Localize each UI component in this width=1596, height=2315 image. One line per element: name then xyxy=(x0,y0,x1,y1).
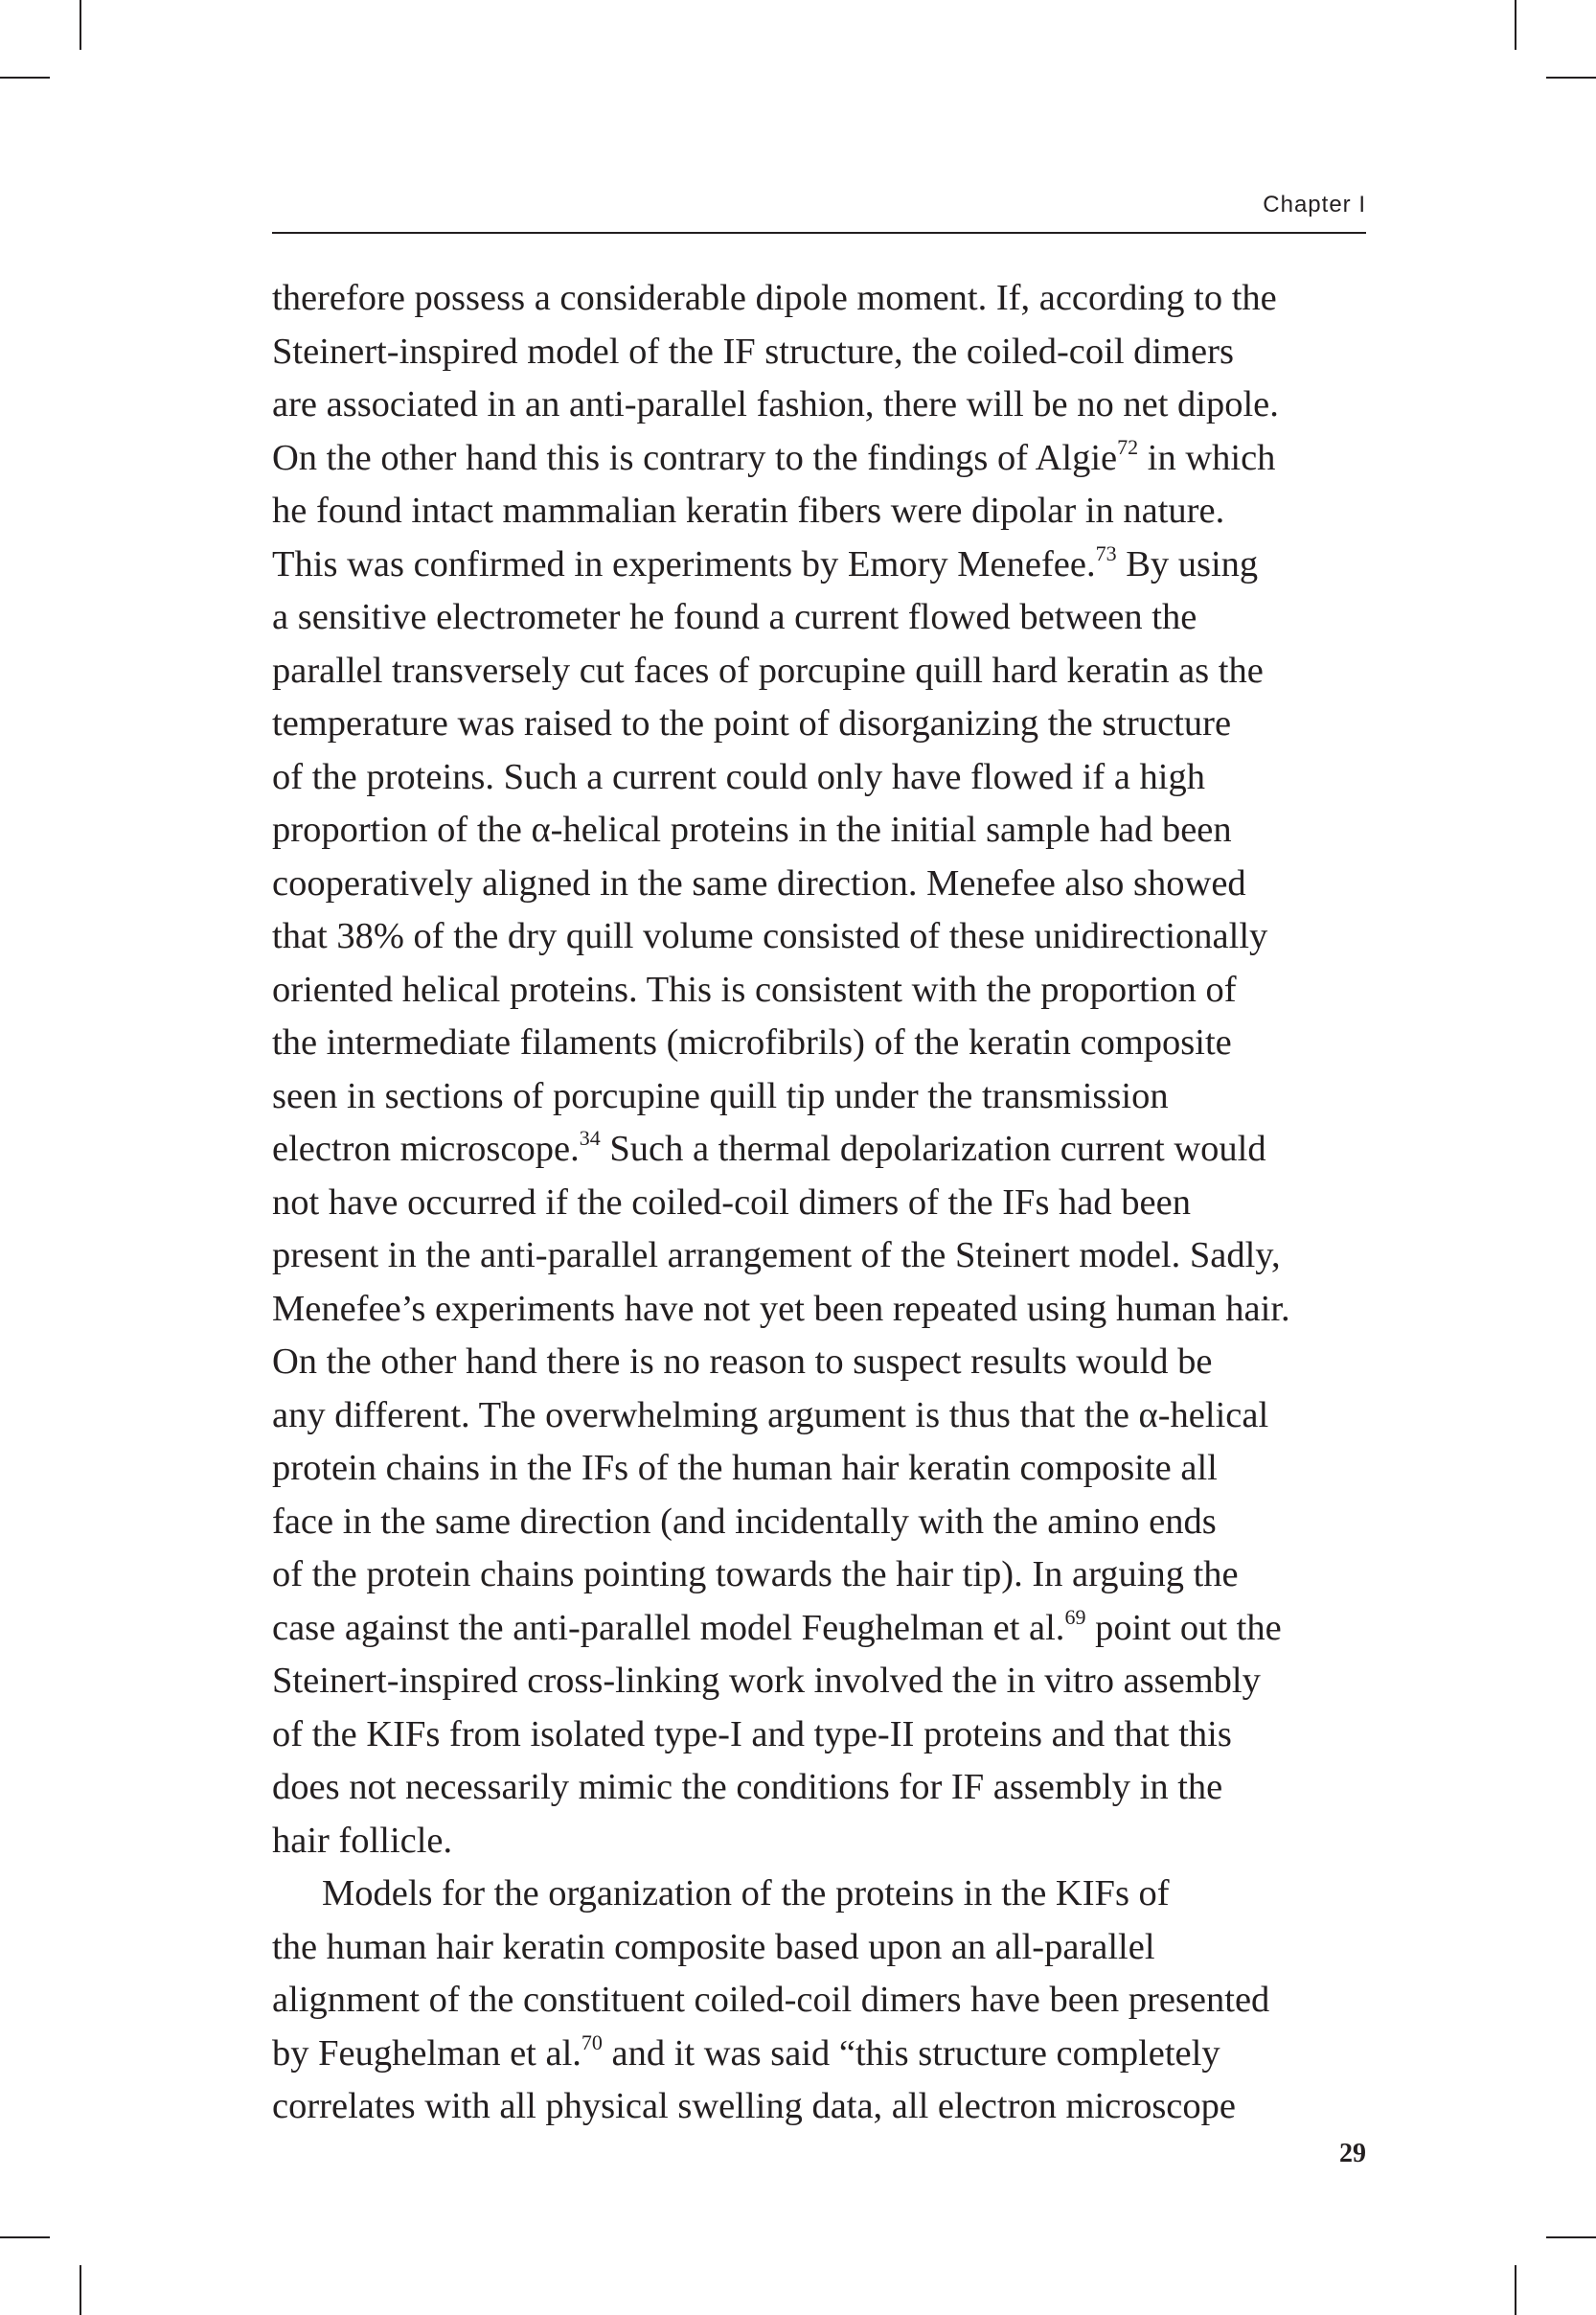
text-line xyxy=(272,591,1374,645)
line-text: seen in sections of porcupine quill tip under the transmission xyxy=(272,1075,1169,1116)
line-text: Models for the organization of the proteins in the KIFs of xyxy=(322,1873,1170,1914)
line-text: of the proteins. Such a current could only have flowed if a high xyxy=(272,756,1205,797)
line-text: parallel transversely cut faces of porcupine quill hard keratin as the xyxy=(272,650,1264,691)
reference-superscript: 72 xyxy=(1117,434,1139,459)
crop-mark-top-right xyxy=(1515,0,1516,50)
line-text: electron microscope. xyxy=(272,1129,580,1169)
text-line xyxy=(272,1336,1374,1389)
line-text: the human hair keratin composite based upon an all-parallel xyxy=(272,1926,1155,1967)
text-line xyxy=(272,326,1374,379)
crop-mark-top-left-horizontal xyxy=(0,77,50,79)
text-line xyxy=(272,1389,1374,1443)
text-line xyxy=(272,1017,1374,1070)
text-line xyxy=(272,1602,1374,1656)
line-text: not have occurred if the coiled-coil dimers of the IFs had been xyxy=(272,1181,1191,1223)
line-text: cooperatively aligned in the same direction. Menefee also showed xyxy=(272,862,1246,904)
line-text: he found intact mammalian keratin fibers were dipolar in nature. xyxy=(272,491,1225,531)
text-line xyxy=(272,1177,1374,1230)
text-line xyxy=(272,2080,1374,2134)
line-text-continued: By using xyxy=(1116,543,1259,584)
line-text: Steinert-inspired cross-linking work involved the in vitro assembly xyxy=(272,1661,1261,1701)
crop-mark-bottom-left xyxy=(80,2265,81,2315)
line-text: On the other hand this is contrary to the findings of Algie xyxy=(272,437,1118,478)
line-text: the intermediate filaments (microfibrils) of the keratin composite xyxy=(272,1022,1232,1063)
reference-superscript: 34 xyxy=(579,1126,601,1151)
line-text: does not necessarily mimic the conditions for IF assembly in the xyxy=(272,1767,1223,1807)
text-line xyxy=(272,804,1374,858)
text-line xyxy=(272,1496,1374,1549)
line-text-continued: Such a thermal depolarization current would xyxy=(600,1129,1266,1169)
line-text: This was confirmed in experiments by Emory Menefee. xyxy=(272,543,1096,584)
line-text: of the protein chains pointing towards the hair tip). In arguing the xyxy=(272,1554,1239,1594)
line-text: correlates with all physical swelling data, all electron microscope xyxy=(272,2086,1236,2126)
text-line xyxy=(272,1974,1374,2028)
line-text-continued: and it was said “this structure completely xyxy=(602,2032,1220,2074)
text-line xyxy=(272,1655,1374,1708)
chapter-label: Chapter I xyxy=(1263,192,1366,218)
crop-mark-bottom-left-horizontal xyxy=(0,2236,50,2238)
text-line xyxy=(272,2028,1374,2081)
text-line xyxy=(272,1123,1374,1177)
line-text-continued: point out the xyxy=(1085,1607,1282,1648)
page-number: 29 xyxy=(1339,2139,1366,2168)
line-text: Menefee’s experiments have not yet been repeated using human hair. xyxy=(272,1288,1290,1329)
text-line xyxy=(272,910,1374,964)
text-line xyxy=(272,1761,1374,1815)
text-line xyxy=(272,698,1374,751)
text-line xyxy=(272,751,1374,805)
line-text: that 38% of the dry quill volume consisted of these unidirectionally xyxy=(272,916,1268,956)
line-text: Steinert-inspired model of the IF structure, the coiled-coil dimers xyxy=(272,331,1234,372)
text-line xyxy=(272,1921,1374,1975)
crop-mark-bottom-right xyxy=(1515,2265,1516,2315)
line-text: face in the same direction (and incidentally with the amino ends xyxy=(272,1501,1217,1542)
text-line xyxy=(272,858,1374,911)
text-line xyxy=(272,1815,1374,1868)
line-text: case against the anti-parallel model Feughelman et al. xyxy=(272,1607,1065,1648)
line-text: by Feughelman et al. xyxy=(272,2032,581,2074)
line-text: protein chains in the IFs of the human hair keratin composite all xyxy=(272,1448,1218,1488)
text-line xyxy=(272,432,1374,486)
text-line xyxy=(272,485,1374,539)
running-head xyxy=(272,188,1366,234)
text-line xyxy=(272,1070,1374,1124)
line-text: of the KIFs from isolated type-I and type-II proteins and that this xyxy=(272,1713,1232,1754)
reference-superscript: 69 xyxy=(1064,1604,1086,1629)
line-text: temperature was raised to the point of disorganizing the structure xyxy=(272,703,1232,744)
text-line xyxy=(272,1442,1374,1496)
text-line xyxy=(272,378,1374,432)
text-line xyxy=(272,539,1374,592)
line-text: a sensitive electrometer he found a current flowed between the xyxy=(272,597,1197,637)
text-line xyxy=(272,964,1374,1018)
text-line xyxy=(272,272,1374,326)
line-text: alignment of the constituent coiled-coil dimers have been presented xyxy=(272,1980,1270,2020)
text-line xyxy=(272,645,1374,699)
line-text: On the other hand there is no reason to suspect results would be xyxy=(272,1341,1213,1382)
reference-superscript: 73 xyxy=(1095,540,1117,565)
line-text: are associated in an anti-parallel fashion, there will be no net dipole. xyxy=(272,384,1279,424)
text-line xyxy=(272,1708,1374,1762)
crop-mark-top-right-horizontal xyxy=(1546,77,1596,79)
text-line xyxy=(272,1283,1374,1337)
line-text: hair follicle. xyxy=(272,1820,453,1861)
line-text: therefore possess a considerable dipole moment. If, according to the xyxy=(272,278,1277,318)
line-text: oriented helical proteins. This is consistent with the proportion of xyxy=(272,969,1237,1010)
crop-mark-top-left xyxy=(80,0,81,50)
text-line xyxy=(272,1548,1374,1602)
body-text xyxy=(272,272,1374,2134)
line-text: any different. The overwhelming argument is thus that the α-helical xyxy=(272,1394,1269,1435)
crop-mark-bottom-right-horizontal xyxy=(1546,2236,1596,2238)
line-text-continued: in which xyxy=(1138,437,1276,478)
text-line xyxy=(272,1229,1374,1283)
paragraph-first-line xyxy=(272,1868,1374,1921)
line-text: present in the anti-parallel arrangement of the Steinert model. Sadly, xyxy=(272,1235,1281,1275)
line-text: proportion of the α-helical proteins in the initial sample had been xyxy=(272,810,1232,850)
reference-superscript: 70 xyxy=(581,2029,603,2054)
